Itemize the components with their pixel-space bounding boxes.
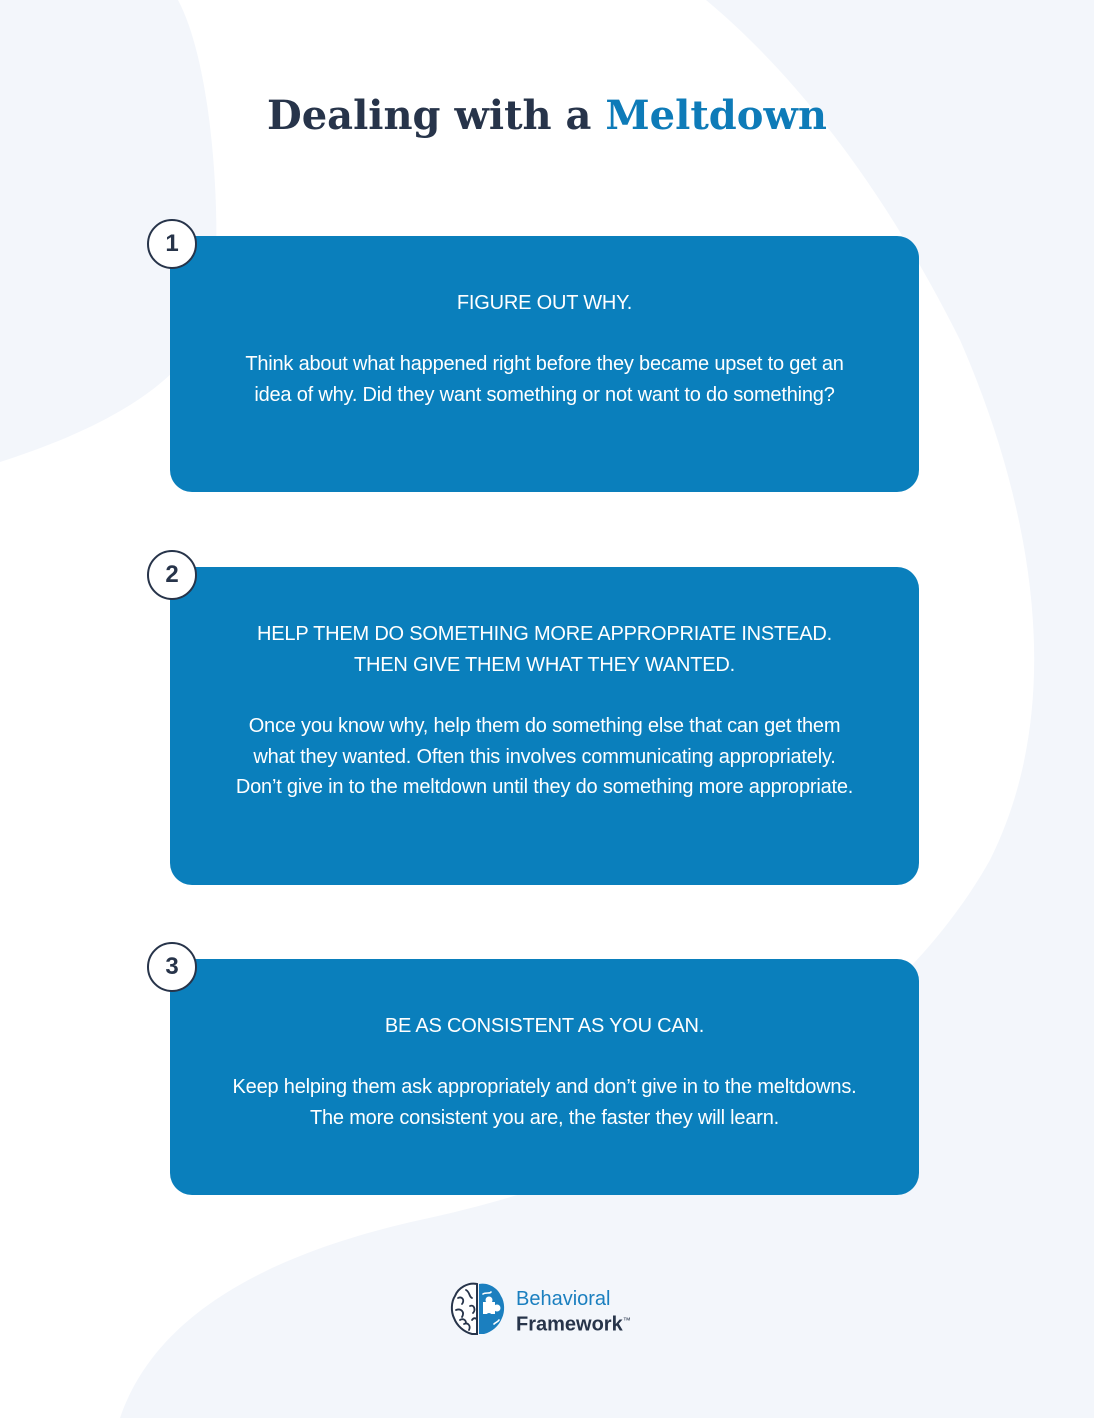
- page-title: [0, 92, 1094, 139]
- step-body: Think about what happened right before they became upset to get an idea of why. Did they want something or not want to do something?: [245, 353, 844, 406]
- step-number-badge-1: 1: [147, 219, 197, 269]
- logo-framework-word: Framework: [516, 1313, 623, 1336]
- step-number-badge-2: 2: [147, 550, 197, 600]
- step-heading: BE AS CONSISTENT AS YOU CAN.: [384, 1015, 705, 1037]
- step-card-2: [170, 567, 919, 885]
- logo-text-behavioral: Behavioral: [516, 1288, 611, 1310]
- trademark-symbol: ™: [622, 1316, 631, 1325]
- title-accent: Meltdown: [605, 92, 827, 139]
- title-prefix: Dealing with a: [267, 92, 606, 139]
- behavioral-framework-logo: [450, 1280, 670, 1340]
- step-card-1: [170, 236, 919, 492]
- step-heading: FIGURE OUT WHY.: [456, 292, 633, 314]
- step-body: Once you know why, help them do something else that can get them what they wanted. Often this involves communicating appropriately. Don’t give in to the meltdown until they do something more appropriate.: [235, 715, 854, 798]
- step-heading: HELP THEM DO SOMETHING MORE APPROPRIATE INSTEAD. THEN GIVE THEM WHAT THEY WANTED.: [257, 623, 832, 676]
- step-card-3: [170, 959, 919, 1195]
- brain-puzzle-icon: [450, 1280, 506, 1338]
- logo-text-framework: [516, 1310, 631, 1336]
- step-number-badge-3: 3: [147, 942, 197, 992]
- step-body: Keep helping them ask appropriately and don’t give in to the meltdowns. The more consistent you are, the faster they will learn.: [232, 1076, 857, 1129]
